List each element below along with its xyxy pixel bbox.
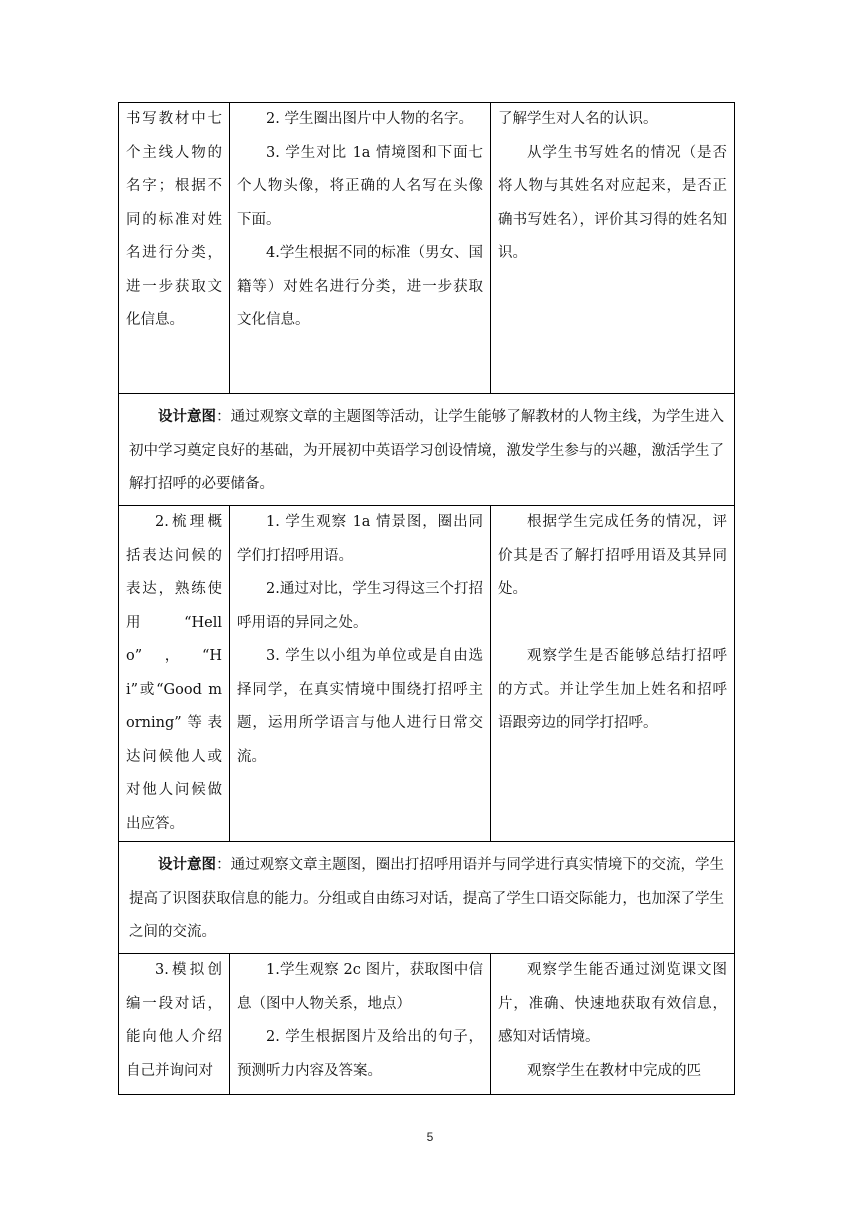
student-activity-cell <box>230 103 491 394</box>
activity-row-2 <box>119 506 735 842</box>
design-intent-row-1 <box>119 394 735 506</box>
design-intent-cell <box>119 842 735 954</box>
objective-cell <box>119 506 230 842</box>
activity-step: 4.学生根据不同的标准（男女、国籍等）对姓名进行分类，进一步获取文化信息。 <box>237 245 483 328</box>
evaluation-text: 观察学生在教材中完成的匹 <box>527 1062 701 1079</box>
lesson-plan-table <box>118 102 735 1095</box>
objective-cell <box>119 103 230 394</box>
activity-step: 2. 学生根据图片及给出的句子，预测听力内容及答案。 <box>237 1029 483 1079</box>
evaluation-cell <box>491 506 735 842</box>
evaluation-text: 根据学生完成任务的情况，评价其是否了解打招呼用语及其异同处。 <box>498 514 727 597</box>
activity-step: 1.学生观察 2c 图片，获取图中信息（图中人物关系，地点） <box>237 962 483 1012</box>
activity-step: 2. 学生圈出图片中人物的名字。 <box>266 111 473 127</box>
objective-text: 书写教材中七个主线人物的名字；根据不同的标准对姓名进行分类，进一步获取文化信息。 <box>126 111 222 328</box>
objective-text: 2.梳理概括表达问候的表达，熟练使用“Hello”，“Hi”或“Good morning”等表达问候他人或对他人问候做出应答。 <box>126 514 222 832</box>
objective-text: 3.模拟创编一段对话，能向他人介绍自己并询问对 <box>126 962 222 1079</box>
student-activity-cell <box>230 954 491 1095</box>
activity-step: 2.通过对比，学生习得这三个打招呼用语的异同之处。 <box>237 581 483 631</box>
evaluation-text: 从学生书写姓名的情况（是否将人物与其姓名对应起来，是否正确书写姓名），评价其习得的姓名知识。 <box>498 144 727 261</box>
activity-row-3 <box>119 954 735 1095</box>
evaluation-text: 观察学生是否能够总结打招呼的方式。并让学生加上姓名和招呼语跟旁边的同学打招呼。 <box>498 648 727 731</box>
design-intent-text: 设计意图：通过观察文章主题图，圈出打招呼用语并与同学进行真实情境下的交流，学生提高了识图获取信息的能力。分组或自由练习对话，提高了学生口语交际能力，也加深了学生之间的交流。 <box>129 856 725 940</box>
activity-row-1 <box>119 103 735 394</box>
page-number: 5 <box>426 1130 434 1144</box>
objective-cell <box>119 954 230 1095</box>
student-activity-cell <box>230 506 491 842</box>
evaluation-text: 了解学生对人名的认识。 <box>498 111 658 127</box>
design-intent-label: 设计意图 <box>158 856 217 873</box>
design-intent-cell <box>119 394 735 506</box>
evaluation-cell <box>491 103 735 394</box>
activity-step: 1. 学生观察 1a 情景图，圈出同学们打招呼用语。 <box>237 514 483 564</box>
activity-step: 3. 学生以小组为单位或是自由选择同学，在真实情境中围绕打招呼主题，运用所学语言与他人进行日常交流。 <box>237 648 483 765</box>
evaluation-text: 观察学生能否通过浏览课文图片，准确、快速地获取有效信息，感知对话情境。 <box>498 962 727 1045</box>
design-intent-label: 设计意图 <box>158 408 217 425</box>
evaluation-cell <box>491 954 735 1095</box>
design-intent-text: 设计意图：通过观察文章的主题图等活动，让学生能够了解教材的人物主线，为学生进入初中学习奠定良好的基础，为开展初中英语学习创设情境，激发学生参与的兴趣，激活学生了解打招呼的必要储备。 <box>129 408 725 492</box>
design-intent-row-2 <box>119 842 735 954</box>
activity-step: 3. 学生对比 1a 情境图和下面七个人物头像，将正确的人名写在头像下面。 <box>237 144 483 228</box>
